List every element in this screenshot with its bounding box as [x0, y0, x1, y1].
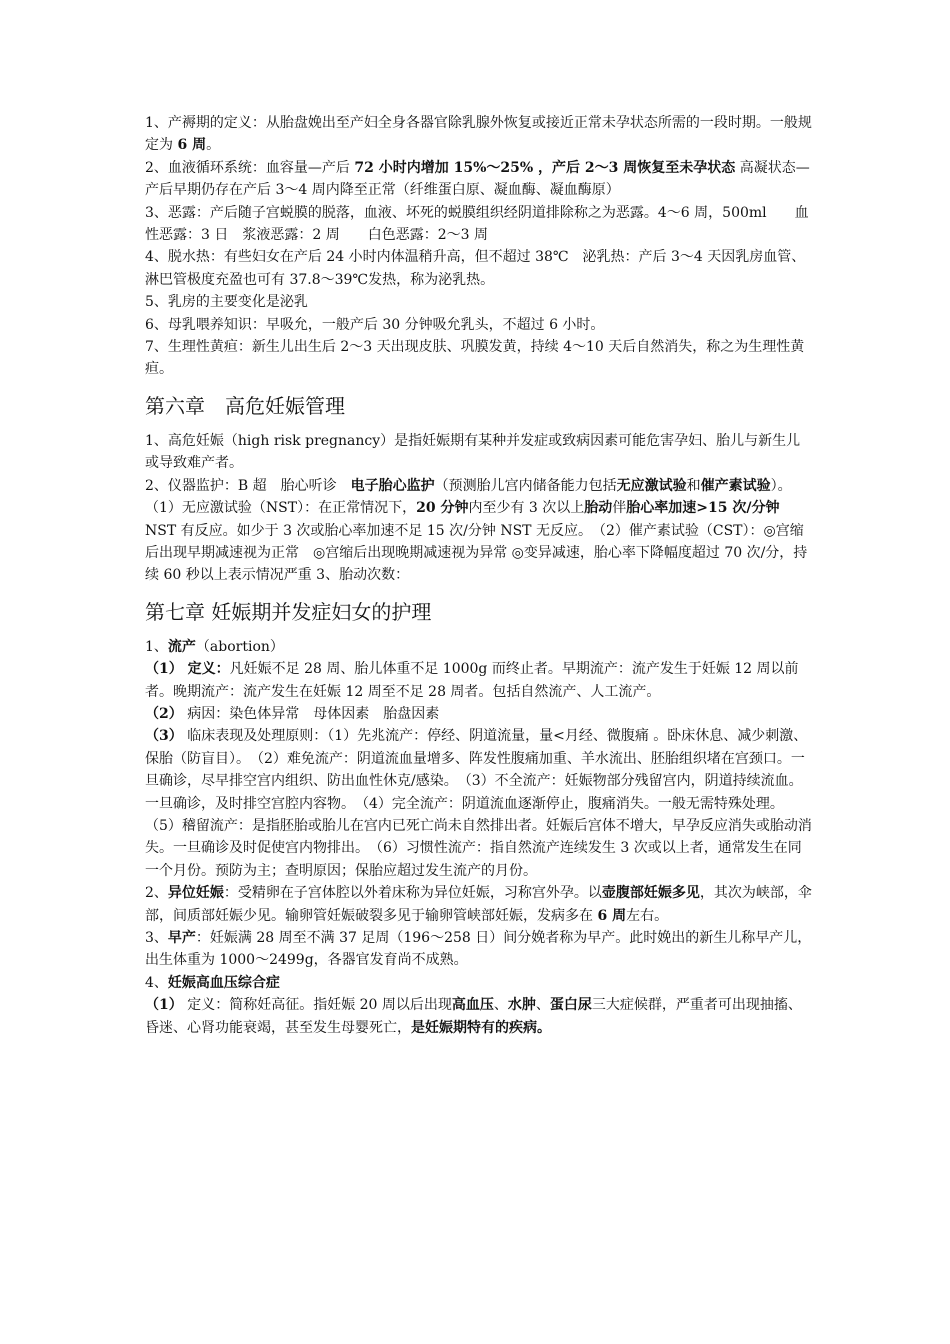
bold-text: 20 分钟	[416, 500, 469, 517]
bold-text: （1） 定义：	[145, 661, 230, 678]
chapter-heading: 第六章 高危妊娠管理	[145, 393, 345, 418]
bold-text: （3）	[145, 728, 183, 745]
text-run: 3、恶露：产后随子宫蜕膜的脱落，血液、坏死的蜕膜组织经阴道排除称之为恶露。4～6 周，500ml 血性恶露：3 日 浆液恶露：2 周 白色恶露：2～3 周	[145, 204, 809, 244]
bold-text: 水肿	[507, 997, 536, 1014]
text-run: 和	[686, 477, 701, 494]
text-run: 4、	[145, 974, 168, 991]
text-run: ，其次为峡部，伞部，间质部妊娠少见。输卵管妊娠破裂多见于输卵管峡部妊娠，发病多在	[145, 885, 812, 924]
paragraph	[145, 994, 813, 1039]
paragraph	[145, 636, 813, 658]
text-run: 5、乳房的主要变化是泌乳	[145, 294, 308, 311]
paragraph	[145, 972, 813, 994]
text-run: 左右。	[626, 907, 669, 924]
bold-text: 蛋白尿	[549, 997, 592, 1014]
bold-text: 妊娠高血压综合症	[167, 974, 280, 991]
bold-text: （1）	[145, 997, 183, 1014]
text-run: （预测胎儿宫内储备能力包括	[434, 477, 617, 494]
bold-text: 催产素试验	[700, 477, 771, 494]
paragraph	[145, 430, 813, 475]
bold-text: 胎动	[584, 500, 613, 517]
text-run: 1、高危妊娠（high risk pregnancy）是指妊娠期有某种并发症或致病因素可能危害孕妇、胎儿与新生儿或导致难产者。	[145, 432, 801, 472]
chapter-heading: 第七章 妊娠期并发症妇女的护理	[145, 599, 432, 624]
text-run: 2、	[145, 885, 168, 902]
text-run: 7、生理性黄疸：新生儿出生后 2～3 天出现皮肤、巩膜发黄，持续 4～10 天后自然消失，称之为生理性黄疸。	[145, 339, 805, 378]
bold-text: 高血压	[451, 997, 494, 1014]
text-run: ：妊娠满 28 周至不满 37 足周（196～258 日）间分娩者称为早产。此时娩出的新生儿称早产儿，出生体重为 1000～2499g，各器官发育尚不成熟。	[145, 930, 812, 969]
text-run: 1、产褥期的定义：从胎盘娩出至产妇全身各器官除乳腺外恢复或接近正常未孕状态所需的一段时期。一般规定为	[145, 115, 812, 154]
text-run: 2、仪器监护：B 超 胎心听诊	[145, 477, 351, 494]
bold-text: 胎心率加速>15 次/分钟	[626, 500, 780, 517]
paragraph	[145, 202, 813, 247]
paragraph	[145, 475, 813, 587]
paragraph	[145, 658, 813, 703]
text-run: NST 有反应。如少于 3 次或胎心率加速不足 15 次/分钟 NST 无反应。 （2）催产素试验（CST）：◎宫缩后出现早期减速视为正常 ◎宫缩后出现晚期减速视为异常 ◎变异减速，胎心率下降幅度超过 70 次/分，持续 60 秒以上表示情况严重 3、胎动次数：	[145, 522, 808, 584]
text-run: 病因：染色体异常 母体因素 胎盘因素	[182, 705, 440, 722]
text-run: 3、	[145, 930, 168, 946]
text-run: 高凝状态—产后早期仍存在产后 3～4 周内降至正常（纤维蛋白原、凝血酶、凝血酶原）	[145, 159, 810, 199]
text-run: 临床表现及处理原则：（1）先兆流产：停经、阴道流量，量<月经、微腹痛 。卧床休息、减少刺激、保胎（防盲目）。 （2）难免流产：阴道流血量增多、阵发性腹痛加重、羊水流出、胚胎组织堵在宫颈口。一旦确诊，尽早排空宫内组织、防出血性休克/感染。 （3）不全流产：妊娠物部分残留宫内，阴道持续流血。一旦确诊，及时排空宫腔内容物。 （4）完全流产：阴道流血逐渐停止，腹痛消失。一般无需特殊处理。 （5）稽留流产：是指胚胎或胎儿在宫内已死亡尚未自然排出者。妊娠后宫体不增大，早孕反应消失或胎动消失。一旦确诊及时促使宫内物排出。 （6）习惯性流产：指自然流产连续发生 3 次或以上者，通常发生在同一个月份。预防为主；查明原因；保胎应超过发生流产的月份。	[145, 728, 812, 879]
text-run: 。	[206, 137, 221, 154]
paragraph	[145, 703, 813, 725]
paragraph	[145, 314, 813, 336]
text-run: 内至少有 3 次以上	[468, 500, 585, 517]
bold-text: 异位妊娠	[167, 885, 224, 902]
paragraph	[145, 157, 813, 202]
text-run: 6、母乳喂养知识：早吸允，一般产后 30 分钟吸允乳头，不超过 6 小时。	[145, 316, 605, 333]
bold-text: 6 周	[597, 907, 627, 924]
paragraph	[145, 112, 813, 157]
text-run: 4、脱水热：有些妇女在产后 24 小时内体温稍升高，但不超过 38℃ 泌乳热：产后 3～4 天因乳房血管、淋巴管极度充盈也可有 37.8～39℃发热，称为泌乳热。	[145, 249, 806, 288]
text-run: ：受精卵在子宫体腔以外着床称为异位妊娠，习称宫外孕。以	[223, 885, 602, 902]
paragraph	[145, 927, 813, 972]
text-run: 2、血液循环系统：血容量—产后	[145, 159, 355, 176]
bold-text: 是妊娠期特有的疾病。	[411, 1019, 551, 1036]
paragraph	[145, 336, 813, 381]
document-body	[145, 112, 813, 1039]
bold-text: 6 周	[177, 137, 207, 154]
text-run: 三大症候群，严重者可出现抽搐、昏迷、心肾功能衰竭，甚至发生母婴死亡，	[145, 997, 802, 1036]
paragraph	[145, 882, 813, 927]
paragraph	[145, 291, 813, 313]
bold-text: 早产	[167, 930, 196, 946]
text-run: 定义：简称妊高征。指妊娠 20 周以后出现	[182, 997, 452, 1014]
text-run: （abortion）	[195, 638, 284, 655]
paragraph	[145, 246, 813, 291]
text-run: 、	[493, 997, 508, 1014]
bold-text: 72 小时内增加 15%～25% ，产后 2～3 周恢复至未孕状态	[354, 159, 736, 176]
bold-text: 电子胎心监护	[350, 477, 435, 494]
text-run: ）。 （1）无应激试验（NST）：在正常情况下，	[145, 477, 799, 517]
paragraph	[145, 725, 813, 882]
text-run: 、	[535, 997, 550, 1014]
bold-text: 流产	[167, 638, 196, 655]
bold-text: 壶腹部妊娠多见	[601, 885, 700, 902]
text-run: 伴	[612, 500, 627, 517]
text-run: 1、	[145, 638, 168, 655]
bold-text: 无应激试验	[616, 477, 687, 494]
bold-text: （2）	[145, 705, 183, 722]
text-run: 凡妊娠不足 28 周、胎儿体重不足 1000g 而终止者。早期流产：流产发生于妊娠 12 周以前者。晚期流产：流产发生在妊娠 12 周至不足 28 周者。包括自然流产、人工流产。	[145, 661, 799, 700]
